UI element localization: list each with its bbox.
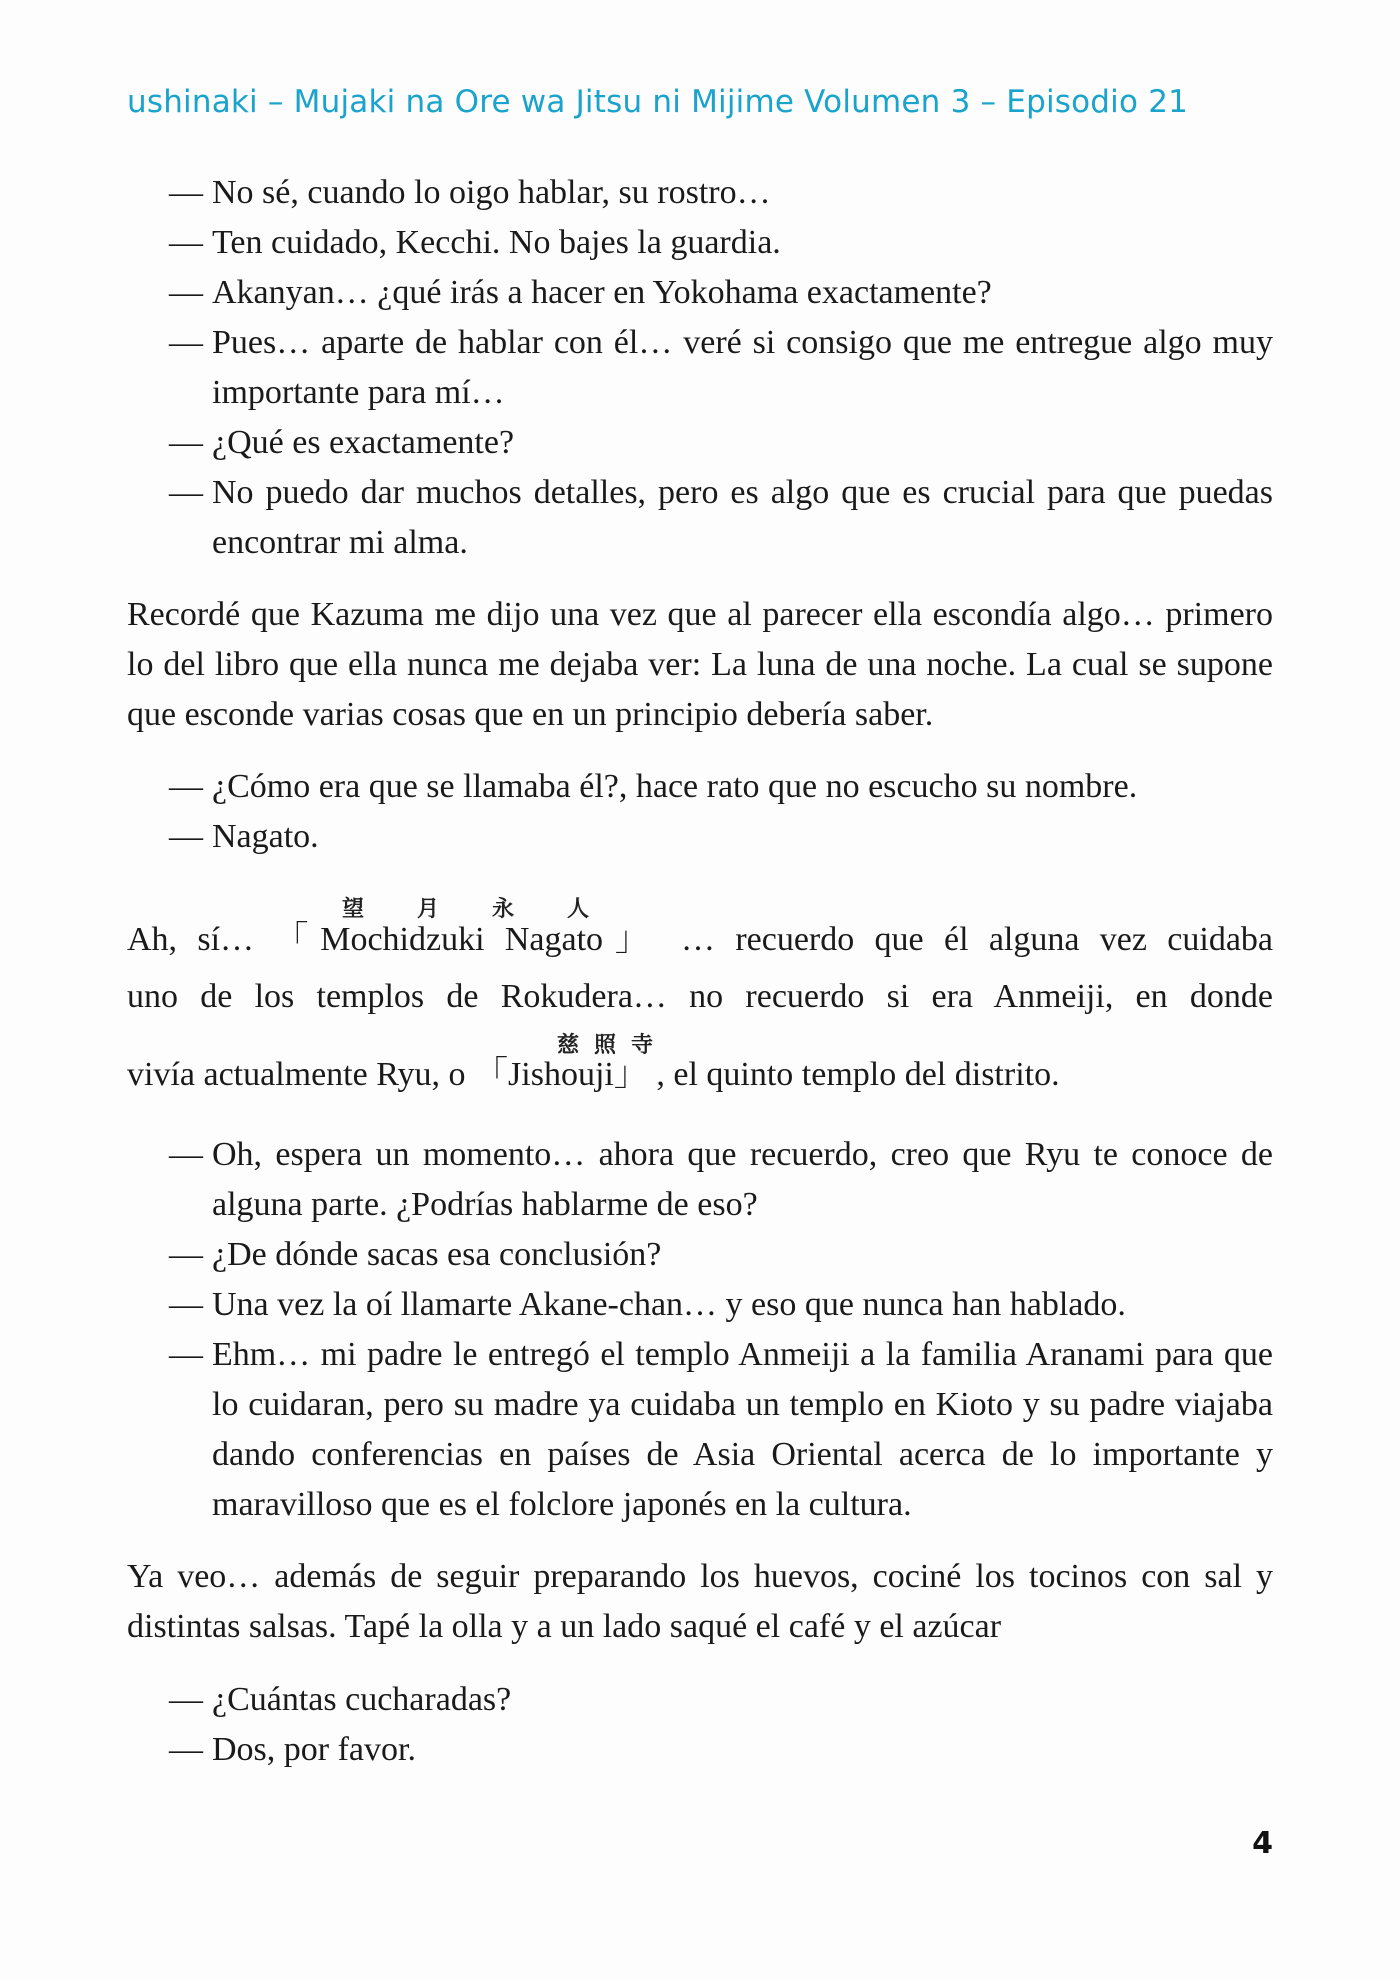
dialogue-text: Ehm… mi padre le entregó el templo Anmeiji a la familia Aranami para que lo cuidaran, pero su madre ya cuidaba un templo en Kioto y su padre viajaba dando conferencias en países de Asia Oriental acerca de lo importante y maravilloso que es el folclore japonés en la cultura.	[212, 1336, 1273, 1523]
ruby-annotation: 寺	[631, 1033, 654, 1058]
dialogue-text: Oh, espera un momento… ahora que recuerdo, creo que Ryu te conoce de alguna parte. ¿Podrías hablarme de eso?	[212, 1136, 1273, 1223]
em-dash: —	[169, 818, 203, 855]
ruby-annotation: 望	[342, 897, 365, 922]
em-dash: —	[169, 1286, 203, 1323]
dialogue-text: ¿Cómo era que se llamaba él?, hace rato que no escucho su nombre.	[212, 768, 1138, 805]
dialogue-line	[127, 1675, 1273, 1725]
em-dash: —	[169, 1731, 203, 1768]
dialogue-line	[127, 812, 1273, 862]
dialogue-line	[127, 218, 1273, 268]
dialogue-text: Akanyan… ¿qué irás a hacer en Yokohama exactamente?	[212, 274, 992, 311]
dialogue-line	[127, 1725, 1273, 1775]
dialogue-line	[127, 1280, 1273, 1330]
em-dash: —	[169, 324, 203, 361]
em-dash: —	[169, 1681, 203, 1718]
text-line	[127, 915, 1273, 965]
text-line: uno de los templos de Rokudera… no recuerdo si era Anmeiji, en donde	[127, 978, 1273, 1015]
em-dash: —	[169, 174, 203, 211]
dialogue-text: Pues… aparte de hablar con él… veré si consigo que me entregue algo muy importante para mí…	[212, 324, 1273, 411]
text-fragment: Ah, sí…	[127, 921, 255, 958]
dialogue-text: ¿De dónde sacas esa conclusión?	[212, 1236, 662, 1273]
dialogue-line	[127, 268, 1273, 318]
ruby-annotation: 照	[594, 1033, 617, 1058]
em-dash: —	[169, 1336, 203, 1373]
dialogue-text: No sé, cuando lo oigo hablar, su rostro…	[212, 174, 771, 211]
ruby-annotation: 月	[417, 897, 440, 922]
narrative-paragraph: Ya veo… además de seguir preparando los huevos, cociné los tocinos con sal y distintas salsas. Tapé la olla y a un lado saqué el café y el azúcar	[127, 1558, 1273, 1645]
text-fragment: , el quinto templo del distrito.	[656, 1056, 1060, 1093]
dialogue-line	[127, 762, 1273, 812]
em-dash: —	[169, 1136, 203, 1173]
dialogue-line	[127, 318, 1273, 418]
dialogue-text: No puedo dar muchos detalles, pero es algo que es crucial para que puedas encontrar mi alma.	[212, 474, 1273, 561]
dialogue-line	[127, 468, 1273, 568]
em-dash: —	[169, 424, 203, 461]
name-fragment: 「Jishouji」	[474, 1056, 648, 1093]
text-fragment: … recuerdo que él alguna vez cuidaba	[681, 921, 1274, 958]
dialogue-text: Ten cuidado, Kecchi. No bajes la guardia.	[212, 224, 781, 261]
dialogue-line	[127, 418, 1273, 468]
em-dash: —	[169, 224, 203, 261]
em-dash: —	[169, 768, 203, 805]
ruby-annotation: 永	[492, 897, 515, 922]
dialogue-text: Dos, por favor.	[212, 1731, 416, 1768]
ruby-annotation: 慈	[557, 1033, 580, 1058]
dialogue-line	[127, 1330, 1273, 1530]
dialogue-text: Nagato.	[212, 818, 319, 855]
dialogue-text: ¿Cuántas cucharadas?	[212, 1681, 512, 1718]
dialogue-text: Una vez la oí llamarte Akane-chan… y eso que nunca han hablado.	[212, 1286, 1126, 1323]
page-number: 4	[1252, 1826, 1273, 1861]
name-fragment: 「Mochidzuki Nagato」	[274, 921, 661, 958]
ruby-annotation: 人	[567, 897, 590, 922]
text-line	[127, 1050, 1273, 1100]
running-header: ushinaki – Mujaki na Ore wa Jitsu ni Mijime Volumen 3 – Episodio 21	[127, 84, 1189, 120]
dialogue-text: ¿Qué es exactamente?	[212, 424, 515, 461]
narrative-paragraph: Recordé que Kazuma me dijo una vez que al parecer ella escondía algo… primero lo del libro que ella nunca me dejaba ver: La luna de una noche. La cual se supone que esconde varias cosas que en un principio debería saber.	[127, 596, 1273, 733]
em-dash: —	[169, 1236, 203, 1273]
em-dash: —	[169, 474, 203, 511]
em-dash: —	[169, 274, 203, 311]
text-fragment: vivía actualmente Ryu, o	[127, 1056, 466, 1093]
dialogue-line	[127, 1130, 1273, 1230]
dialogue-line	[127, 1230, 1273, 1280]
dialogue-line	[127, 168, 1273, 218]
